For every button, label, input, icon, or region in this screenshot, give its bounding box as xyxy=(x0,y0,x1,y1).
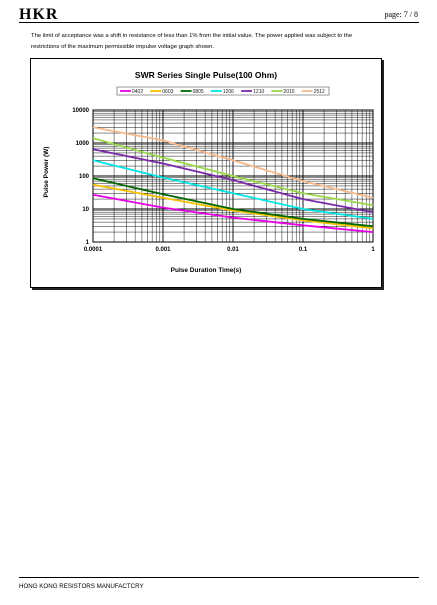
y-tick-label: 100 xyxy=(78,174,89,181)
legend-label-2512: 2512 xyxy=(313,89,325,95)
intro-paragraph xyxy=(31,31,406,53)
x-tick-label: 0.1 xyxy=(298,247,308,253)
chart-frame xyxy=(30,58,382,288)
legend-label-1210: 1210 xyxy=(253,89,265,95)
legend-label-0603: 0603 xyxy=(162,89,174,95)
company-logo: HKR xyxy=(19,6,59,23)
y-tick-label: 1 xyxy=(85,240,89,247)
legend-label-2010: 2010 xyxy=(283,89,295,95)
y-axis-label: Pulse Power (W) xyxy=(43,146,50,198)
chart-title: SWR Series Single Pulse(100 Ohm) xyxy=(134,70,278,80)
x-tick-label: 0.001 xyxy=(155,247,171,253)
footer-company: HONG KONG RESISTORS MANUFACTCRY xyxy=(19,583,144,590)
chart-legend xyxy=(117,87,329,95)
x-tick-label: 0.0001 xyxy=(83,247,103,253)
y-tick-label: 1000 xyxy=(75,141,89,148)
legend-label-0805: 0805 xyxy=(192,89,204,95)
pulse-power-chart xyxy=(31,59,381,287)
intro-line-1: The limit of acceptance was a shift in resistance of less than 1% from the initial value. The power applied was subject to the xyxy=(31,33,353,39)
y-tick-label: 10 xyxy=(82,207,89,214)
header-rule xyxy=(19,22,419,23)
page-number: page: 7 / 8 xyxy=(384,10,418,19)
chart-ticks xyxy=(72,108,375,253)
intro-line-2: restrictions of the maximum permissible impulse voltage graph shown. xyxy=(31,44,215,50)
x-tick-label: 1 xyxy=(371,247,375,253)
y-tick-label: 10000 xyxy=(72,108,89,115)
footer-rule xyxy=(19,577,419,578)
legend-label-0402: 0402 xyxy=(132,89,144,95)
legend-label-1206: 1206 xyxy=(222,89,234,95)
x-tick-label: 0.01 xyxy=(227,247,239,253)
x-axis-label: Pulse Duration Time(s) xyxy=(170,267,242,274)
